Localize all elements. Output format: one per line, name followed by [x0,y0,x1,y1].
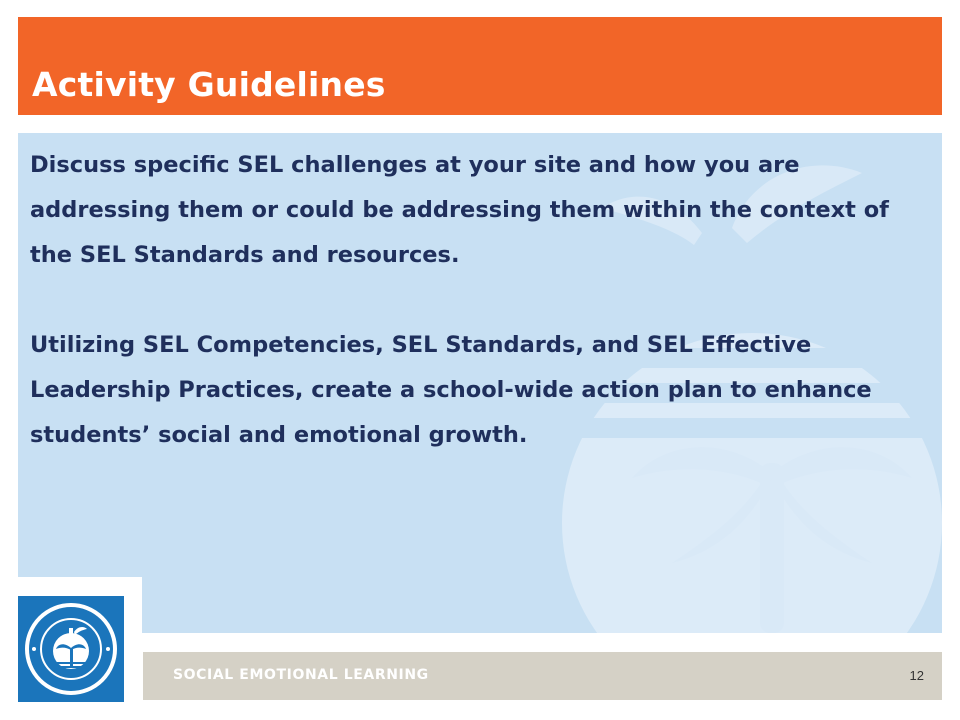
paragraph-2: Utilizing SEL Competencies, SEL Standards, and SEL Effective Leadership Practices, create a school-wide action plan to enhance students’ social and emotional growth. [30,332,872,448]
footer-label: SOCIAL EMOTIONAL LEARNING [173,667,429,683]
paragraph-1: Discuss specific SEL challenges at your site and how you are addressing them or could be addressing them within the context of the SEL Standards and resources. [30,152,889,268]
content-panel [18,133,942,633]
footer-bar [143,652,942,700]
title-bar [18,17,942,115]
district-logo-seal [18,596,124,702]
slide-title: Activity Guidelines [32,65,386,104]
paragraph-spacer [30,278,910,323]
body-text [30,143,910,458]
district-logo [18,596,124,702]
page-number: 12 [909,668,924,683]
